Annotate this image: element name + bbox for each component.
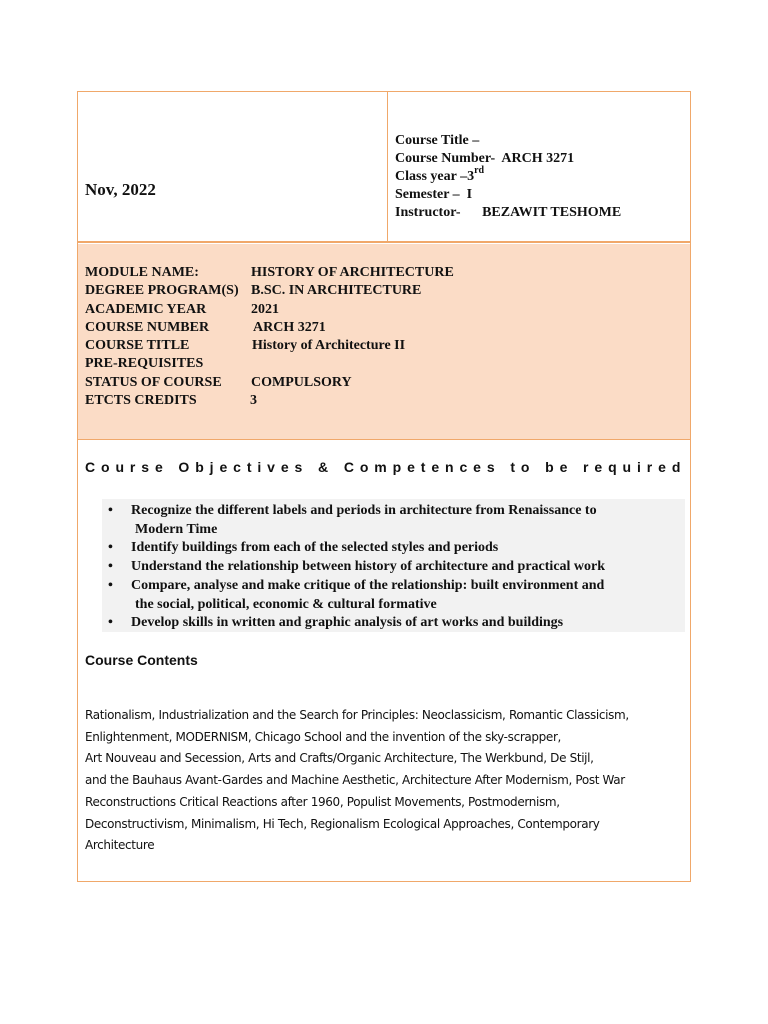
list-item xyxy=(108,502,688,539)
contents-line: Rationalism, Industrialization and the Search for Principles: Neoclassicism, Romantic Classicism, xyxy=(85,708,629,722)
contents-line: Deconstructivism, Minimalism, Hi Tech, Regionalism Ecological Approaches, Contemporary xyxy=(85,816,600,831)
contents-line: Reconstructions Critical Reactions after 1960, Populist Movements, Postmodernism, xyxy=(85,794,560,809)
module-key: STATUS OF COURSE xyxy=(85,374,222,390)
list-item xyxy=(108,539,688,558)
bullet-icon: • xyxy=(108,503,113,518)
objective-text: Develop skills in written and graphic analysis of art works and buildings xyxy=(131,615,564,631)
bullet-icon: • xyxy=(108,577,113,593)
list-item xyxy=(108,558,688,577)
contents-line: and the Bauhaus Avant-Gardes and Machine Aesthetic, Architecture After Modernism, Post War xyxy=(85,773,625,788)
module-value: 2021 xyxy=(251,301,279,317)
header-row xyxy=(78,92,690,243)
semester-line: Semester – I xyxy=(395,187,473,202)
bullet-icon: • xyxy=(108,615,113,631)
objective-text: Recognize the different labels and periods in architecture from Renaissance to xyxy=(131,503,597,518)
module-value: 3 xyxy=(250,393,257,409)
objectives-list xyxy=(108,502,688,633)
module-key: MODULE NAME: xyxy=(85,265,199,280)
class-year-suffix: rd xyxy=(474,165,485,177)
objective-text: Identify buildings from each of the selected styles and periods xyxy=(131,540,499,556)
module-key: ACADEMIC YEAR xyxy=(85,301,207,317)
module-key: PRE-REQUISITES xyxy=(85,356,204,372)
instructor-line xyxy=(395,204,621,222)
module-info-block xyxy=(78,244,690,440)
module-key: COURSE TITLE xyxy=(85,338,190,354)
document-frame xyxy=(77,91,691,882)
contents-heading: Course Contents xyxy=(85,652,198,668)
date-cell xyxy=(78,92,388,243)
class-year-text: Class year –3 xyxy=(395,169,475,184)
module-key: DEGREE PROGRAM(S) xyxy=(85,283,239,299)
document-date: Nov, 2022 xyxy=(85,180,156,199)
bullet-icon: • xyxy=(108,559,113,575)
contents-line: Art Nouveau and Secession, Arts and Crafts/Organic Architecture, The Werkbund, De Stijl, xyxy=(85,751,594,766)
contents-line: Enlightenment, MODERNISM, Chicago School and the invention of the sky-scrapper, xyxy=(85,729,562,744)
objective-text-continued: the social, political, economic & cultural formative xyxy=(135,596,437,612)
contents-line: Architecture xyxy=(85,838,155,853)
contents-body xyxy=(85,705,685,857)
instructor-label: Instructor- xyxy=(395,205,461,220)
list-item xyxy=(108,577,688,614)
module-value: ARCH 3271 xyxy=(253,319,326,335)
objective-text: Compare, analyse and make critique of the relationship: built environment and xyxy=(131,577,605,593)
module-value: History of Architecture II xyxy=(252,338,406,354)
instructor-name: BEZAWIT TESHOME xyxy=(482,205,622,220)
module-value: HISTORY OF ARCHITECTURE xyxy=(251,265,454,280)
list-item xyxy=(108,614,688,633)
module-value: B.SC. IN ARCHITECTURE xyxy=(251,283,422,299)
objective-text-continued: Modern Time xyxy=(135,521,218,537)
module-key: COURSE NUMBER xyxy=(85,319,210,335)
class-year-line xyxy=(395,165,621,186)
module-key: ETCTS CREDITS xyxy=(85,393,197,409)
course-title-line: Course Title – xyxy=(395,133,480,148)
objective-text: Understand the relationship between history of architecture and practical work xyxy=(131,559,606,575)
objectives-heading: Course Objectives & Competences to be required xyxy=(85,459,687,475)
module-value: COMPULSORY xyxy=(251,374,352,390)
bullet-icon: • xyxy=(108,540,113,556)
course-number-line: Course Number- ARCH 3271 xyxy=(395,151,575,166)
course-info xyxy=(395,132,621,222)
